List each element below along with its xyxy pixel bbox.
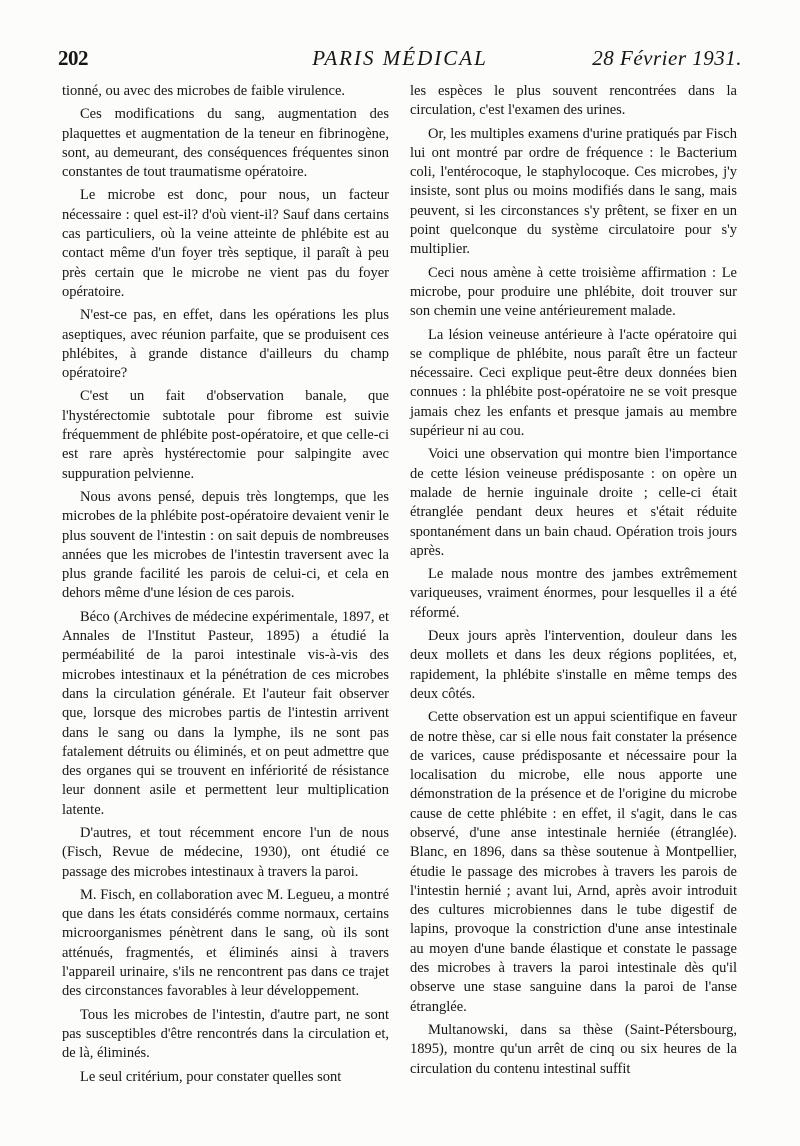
- paragraph: les espèces le plus souvent rencontrées dans la circulation, c'est l'examen des urines.: [410, 83, 737, 119]
- paragraph: Le malade nous montre des jambes extrêmement variqueuses, vraiment énormes, pour lesquelles il a été réformé.: [410, 566, 737, 621]
- paragraph: Multanowski, dans sa thèse (Saint-Pétersbourg, 1895), montre qu'un arrêt de cinq ou six heures de la circulation du contenu intestinal suffit: [410, 1021, 737, 1077]
- paragraph: Voici une observation qui montre bien l'importance de cette lésion veineuse prédisposante : on opère un malade de hernie inguinale droite ; celle-ci était étranglée pendant deux heures et s'était réduite spontanément dans un bain chaud. Opération trois jours après.: [410, 446, 737, 559]
- paragraph: tionné, ou avec des microbes de faible virulence.: [62, 83, 346, 99]
- paragraph: Deux jours après l'intervention, douleur dans les deux mollets et dans les deux régions poplitées, et, rapidement, la phlébite s'installe en même temps des deux côtés.: [410, 628, 737, 702]
- page-number: 202: [58, 46, 88, 70]
- paragraph: Le seul critérium, pour constater quelles sont: [80, 1068, 342, 1085]
- running-header: [58, 44, 742, 70]
- paragraph: N'est-ce pas, en effet, dans les opérations les plus aseptiques, avec réunion parfaite, que se produisent ces phlébites, à grande distance d'ailleurs du champ opératoire?: [62, 307, 389, 382]
- paragraph: D'autres, et tout récemment encore l'un de nous (Fisch, Revue de médecine, 1930), ont étudié ce passage des microbes intestinaux à travers la paroi.: [62, 824, 389, 880]
- paragraph: Ces modifications du sang, augmentation des plaquettes et augmentation de la teneur en fibrinogène, sont, au demeurant, des conséquences fréquentes sinon constantes de tout traumatisme opératoire.: [62, 106, 389, 181]
- paragraph: Cette observation est un appui scientifique en faveur de notre thèse, car si elle nous fait constater la présence de varices, cause prédisposante et nécessaire pour la localisation du microbe, elle nous apporte une démonstration de la présence et de l'origine du microbe cause de cette phlébite : en effet, il s'agit, dans le cas observé, d'une anse intestinale herniée (étranglée). Blanc, en 1896, dans sa thèse soutenue à Montpellier, étudie le passage des microbes à travers les parois de l'intestin hernié ; avant lui, Arnd, après avoir introduit des cultures microbiennes dans le tube digestif de lapins, provoque la constriction d'une anse intestinale au moyen d'une bande élastique et constate le passage des microbes à travers la paroi intestinale dès qu'il observe une stase sanguine dans la paroi de l'anse étranglée.: [410, 709, 737, 1015]
- right-column: [410, 82, 737, 1083]
- paragraph: Tous les microbes de l'intestin, d'autre part, ne sont pas susceptibles d'être rencontrés dans la circulation et, de là, éliminés.: [62, 1006, 389, 1062]
- paragraph: Ceci nous amène à cette troisième affirmation : Le microbe, pour produire une phlébite, doit trouver sur son chemin une veine antérieurement malade.: [410, 264, 737, 320]
- paragraph: Nous avons pensé, depuis très longtemps, que les microbes de la phlébite post-opératoire devaient venir le plus souvent de l'intestin : on sait depuis de nombreuses années que les microbes de l'intestin traversent avec la plus grande facilité les parois de celui-ci, et cela en dehors même d'une lésion de ces parois.: [62, 488, 389, 602]
- paragraph: M. Fisch, en collaboration avec M. Legueu, a montré que dans les états considérés comme normaux, certains microorganismes pénètrent dans le sang, où ils sont atténués, fragmentés, et éliminés ainsi à travers l'appareil urinaire, s'ils ne rencontrent pas dans ce trajet des circonstances favorables à leur développement.: [62, 886, 389, 1000]
- left-column: [62, 82, 389, 1091]
- paragraph: Béco (Archives de médecine expérimentale, 1897, et Annales de l'Institut Pasteur, 1895) a étudié la perméabilité de la paroi intestinale vis-à-vis des microbes intestinaux et la pénétration de ces microbes dans la circulation générale. Et l'auteur fait observer que, lorsque des microbes partis de l'intestin arrivent dans le sang ou dans la lymphe, ils ne sont pas fatalement détruits ou éliminés, et on peut admettre que des organes qui se trouvent en infériorité de résistance leur donnent asile et permettent leur multiplication latente.: [62, 608, 389, 818]
- paragraph: Or, les multiples examens d'urine pratiqués par Fisch lui ont montré par ordre de fréquence : le Bacterium coli, l'entérocoque, le staphylocoque. Ces microbes, j'y insiste, sont plus ou moins modifiés dans le sang, mais peuvent, si les circonstances s'y prêtent, se fixer en un point quelconque du système circulatoire pour s'y multiplier.: [410, 125, 737, 258]
- paragraph: Le microbe est donc, pour nous, un facteur nécessaire : quel est-il? d'où vient-il? Sauf dans certains cas particuliers, où la veine atteinte de phlébite est au contact même d'un foyer très septique, il paraît à peu près certain que le microbe ne vient pas du foyer opératoire.: [62, 187, 389, 300]
- issue-date: 28 Février 1931.: [592, 46, 742, 70]
- paragraph: La lésion veineuse antérieure à l'acte opératoire qui se complique de phlébite, nous paraît être un facteur nécessaire. Ceci explique peut-être deux données bien connues : la phlébite post-opératoire ne se voit presque jamais chez les enfants et presque jamais au membre supérieur ni au cou.: [410, 326, 737, 440]
- paragraph: C'est un fait d'observation banale, que l'hystérectomie subtotale pour fibrome est suivie fréquemment de phlébite post-opératoire, et que celle-ci est rare après hystérectomie pour salpingite avec suppuration pelvienne.: [62, 388, 389, 482]
- journal-title: PARIS MÉDICAL: [312, 46, 488, 70]
